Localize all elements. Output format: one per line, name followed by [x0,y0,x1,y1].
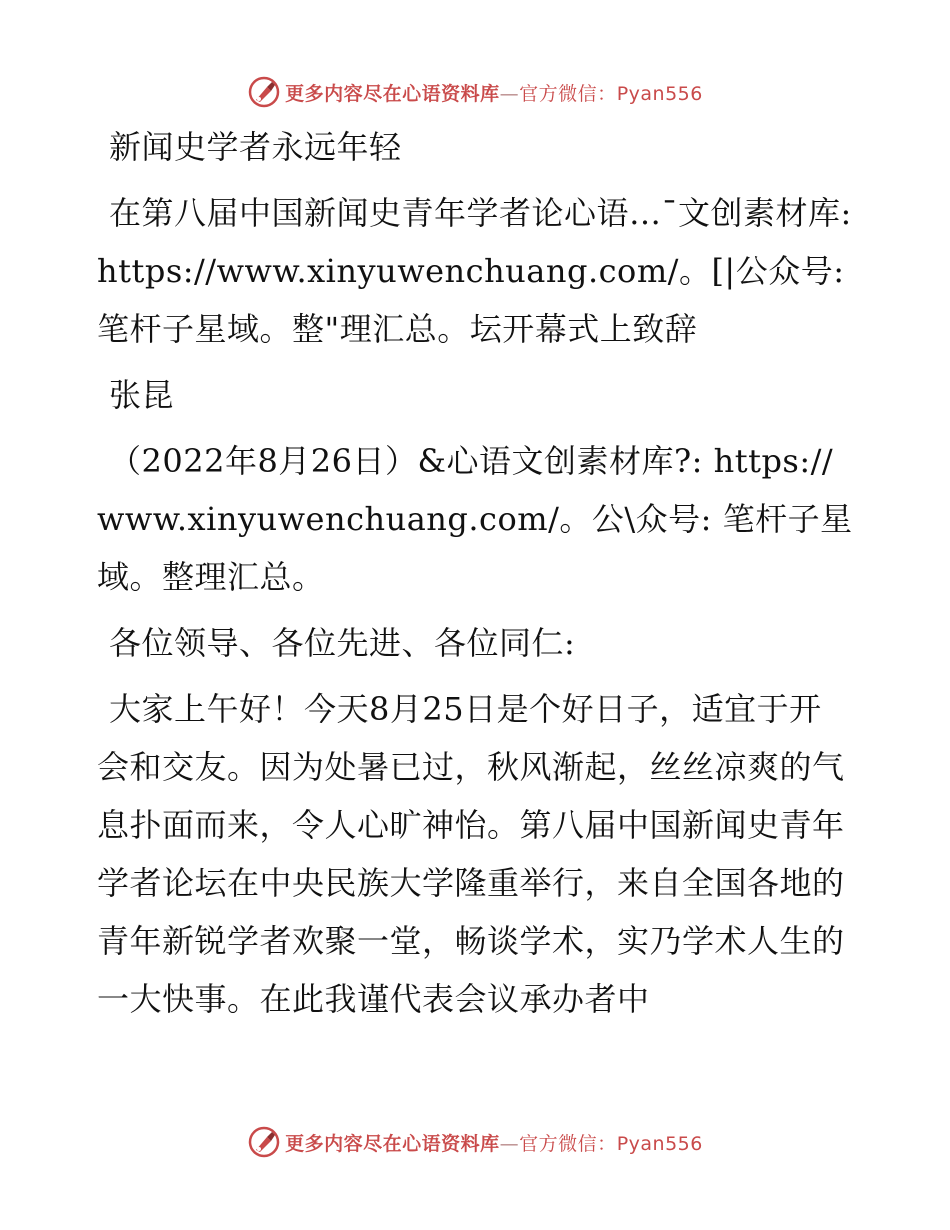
footer-banner [0,1122,950,1162]
banner-prefix: 更多内容尽在心语资料库 [285,1132,500,1155]
banner-dash: — [499,82,520,105]
pen-nib-logo-icon [247,75,281,109]
banner-prefix: 更多内容尽在心语资料库 [285,82,500,105]
banner-wechat-id: Pyan556 [616,1132,703,1155]
banner-text [285,1129,703,1156]
pen-nib-logo-icon [247,1125,281,1159]
banner-suffix: 官方微信： [519,82,617,105]
paragraph-salutation: 各位领导、各位先进、各位同仁: [109,624,576,662]
banner-dash: — [499,1132,520,1155]
banner-text [285,79,703,106]
header-banner [0,72,950,112]
paragraph-occasion: 在第八届中国新闻史青年学者论心语…¯文创素材库: https://www.xinyuwenchuang.com/。[|公众号: 笔杆子星域。整"理汇总。坛开幕式上致辞 [97,194,852,348]
paragraph-date: （2022年8月26日）&心语文创素材库?: https://www.xinyuwenchuang.com/。公\众号: 笔杆子星域。整理汇总。 [97,442,853,596]
banner-suffix: 官方微信： [519,1132,617,1155]
document-body [97,118,853,1036]
paragraph-author: 张昆 [109,376,175,414]
banner-wechat-id: Pyan556 [616,82,703,105]
document-title: 新闻史学者永远年轻 [109,128,402,166]
paragraph-body: 大家上午好！今天8月25日是个好日子，适宜于开会和交友。因为处暑已过，秋风渐起，丝丝凉爽的气息扑面而来，令人心旷神怡。第八届中国新闻史青年学者论坛在中央民族大学隆重举行，来自全国各地的青年新锐学者欢聚一堂，畅谈学术，实乃学术人生的一大快事。在此我谨代表会议承办者中 [97,690,845,1018]
